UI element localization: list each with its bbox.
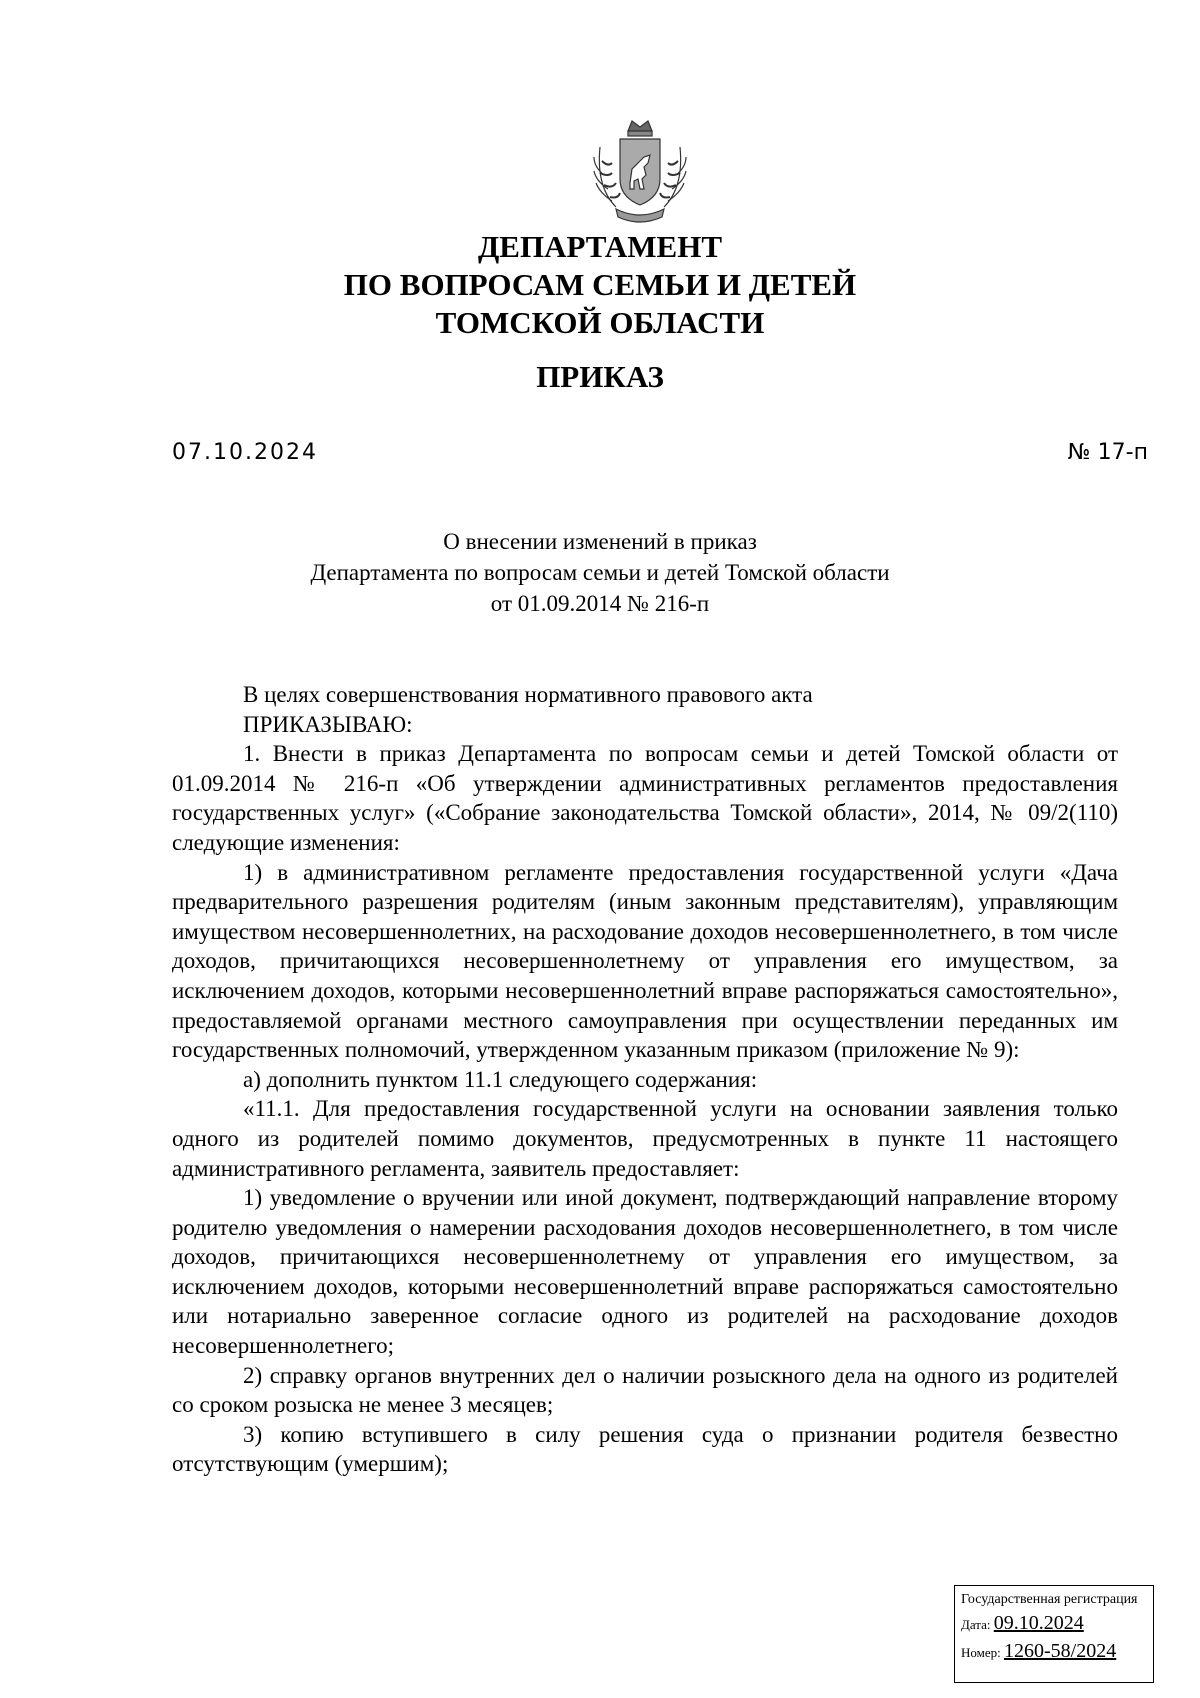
title-line-3: от 01.09.2014 № 216-п — [490, 591, 710, 616]
paragraph-clause-item-3: 3) копию вступившего в силу решения суда о признании родителя безвестно отсутствующим (умершим); — [172, 1421, 1118, 1477]
title-line-1: О внесении изменений в приказ — [443, 529, 757, 554]
department-line-3: ТОМСКОЙ ОБЛАСТИ — [435, 305, 765, 340]
stamp-title: Государственная регистрация — [961, 1592, 1138, 1607]
department-line-1: ДЕПАРТАМЕНТ — [477, 229, 723, 264]
stamp-number-value: 1260-58/2024 — [1004, 1640, 1117, 1662]
order-body — [172, 680, 1118, 1479]
paragraph-order-word: ПРИКАЗЫВАЮ: — [243, 711, 413, 737]
stamp-date-value: 09.10.2024 — [993, 1612, 1084, 1634]
stamp-number-label: Номер: — [961, 1645, 1001, 1660]
paragraph-item-1: 1. Внести в приказ Департамента по вопросам семьи и детей Томской области от 01.09.2014 № 216-п «Об утверждении административных регламентов предоставления государственных услуг» («Собрание законодательства Томской области», 2014, № 09/2(110) следующие изменения: — [172, 741, 1118, 855]
paragraph-clause-item-1: 1) уведомление о вручении или иной документ, подтверждающий направление второму родителю уведомления о намерении расходования доходов несовершеннолетнего, в том числе доходов, причитающихся несовершеннолетнему от управления его имуществом, за исключением доходов, которыми несовершеннолетний вправе распоряжаться самостоятельно или нотариально заверенное согласие одного из родителей на расходование доходов несовершеннолетнего; — [172, 1185, 1118, 1359]
paragraph-subitem-a: а) дополнить пунктом 11.1 следующего содержания: — [243, 1066, 758, 1092]
paragraph-subitem-1: 1) в административном регламенте предоставления государственной услуги «Дача предварительного разрешения родителям (иным законным представителям), управляющим имуществом несовершеннолетних, на расходование доходов несовершеннолетнего, в том числе доходов, причитающихся несовершеннолетнему от управления его имуществом, за исключением доходов, которыми несовершеннолетний вправе распоряжаться самостоятельно», предоставляемой органами местного самоуправления при осуществлении переданных им государственных полномочий, утвержденном указанным приказом (приложение № 9): — [172, 859, 1118, 1063]
paragraph-purpose: В целях совершенствования нормативного правового акта — [243, 682, 813, 707]
paragraph-clause-item-2: 2) справку органов внутренних дел о наличии розыскного дела на одного из родителей со сроком розыска не менее 3 месяцев; — [172, 1362, 1118, 1418]
registration-stamp — [954, 1585, 1154, 1683]
stamp-date-row — [961, 1609, 1147, 1637]
document-type: ПРИКАЗ — [536, 359, 664, 394]
title-line-2: Департамента по вопросам семьи и детей Томской области — [310, 560, 890, 585]
coat-of-arms-emblem — [586, 117, 694, 229]
order-date: 07.10.2024 — [172, 440, 318, 465]
stamp-number-row — [961, 1637, 1147, 1665]
department-line-2: ПО ВОПРОСАМ СЕМЬИ И ДЕТЕЙ — [343, 267, 857, 302]
stamp-date-label: Дата: — [961, 1617, 991, 1632]
order-title — [0, 526, 1200, 619]
department-name — [0, 228, 1200, 342]
order-number: № 17-п — [1067, 440, 1148, 465]
paragraph-clause-11-1: «11.1. Для предоставления государственной услуги на основании заявления только одного из родителей помимо документов, предусмотренных в пункте 11 настоящего административного регламента, заявитель предоставляет: — [172, 1096, 1118, 1181]
